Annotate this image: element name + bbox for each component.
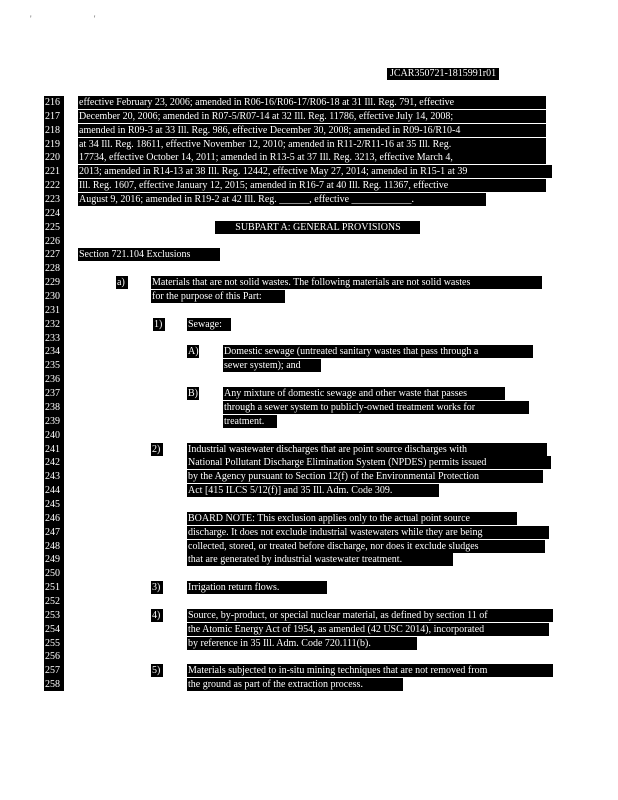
item-line: Domestic sewage (untreated sanitary wastes that pass through a <box>223 345 533 358</box>
line-number: 233 <box>45 333 60 344</box>
line-number: 248 <box>45 541 60 552</box>
line-number: 229 <box>45 277 60 288</box>
line-number: 226 <box>45 236 60 247</box>
item-label: B) <box>188 388 198 399</box>
line-number: 245 <box>45 499 60 510</box>
item-line: through a sewer system to publicly-owned treatment works for <box>223 401 529 414</box>
line-number: 258 <box>45 679 60 690</box>
line-number: 257 <box>45 665 60 676</box>
item-line: Any mixture of domestic sewage and other waste that passes <box>223 387 505 400</box>
line-number: 243 <box>45 471 60 482</box>
line-number: 244 <box>45 485 60 496</box>
line-number: 235 <box>45 360 60 371</box>
item-label: 4) <box>151 609 163 622</box>
line-number: 255 <box>45 638 60 649</box>
line-number: 219 <box>45 139 60 150</box>
line-number: 227 <box>45 249 60 260</box>
line-number: 252 <box>45 596 60 607</box>
item-label: 3) <box>151 581 163 594</box>
line-number: 246 <box>45 513 60 524</box>
line-number: 217 <box>45 111 60 122</box>
item-label: 1) <box>153 318 165 331</box>
line-number: 232 <box>45 319 60 330</box>
preamble-line: 2013; amended in R14-13 at 38 Ill. Reg. 12442, effective May 27, 2014; amended in R15-1 at 39 <box>78 165 552 178</box>
line-number: 238 <box>45 402 60 413</box>
item-line: by reference in 35 Ill. Adm. Code 720.111(b). <box>187 637 417 650</box>
line-number: 247 <box>45 527 60 538</box>
line-number: 242 <box>45 457 60 468</box>
line-number: 239 <box>45 416 60 427</box>
line-number: 253 <box>45 610 60 621</box>
line-number: 221 <box>45 166 60 177</box>
item-label: 2) <box>151 443 163 456</box>
preamble-line: effective February 23, 2006; amended in R06-16/R06-17/R06-18 at 31 Ill. Reg. 791, effective <box>78 96 546 109</box>
item-line: National Pollutant Discharge Elimination System (NPDES) permits issued <box>187 456 551 469</box>
item-line: the ground as part of the extraction process. <box>187 678 403 691</box>
line-number: 224 <box>45 208 60 219</box>
item-line: Source, by-product, or special nuclear material, as defined by section 11 of <box>187 609 553 622</box>
line-number: 256 <box>45 651 60 662</box>
line-number: 237 <box>45 388 60 399</box>
paragraph-label: a) <box>116 276 128 289</box>
line-number: 251 <box>45 582 60 593</box>
line-number: 240 <box>45 430 60 441</box>
line-number: 254 <box>45 624 60 635</box>
item-line: collected, stored, or treated before discharge, nor does it exclude sludges <box>187 540 545 553</box>
item-line: treatment. <box>223 415 277 428</box>
item-line: that are generated by industrial wastewater treatment. <box>187 553 453 566</box>
item-line: sewer system); and <box>223 359 321 372</box>
line-number: 250 <box>45 568 60 579</box>
item-label: A) <box>188 346 199 357</box>
section-heading: Section 721.104 Exclusions <box>78 248 220 261</box>
line-number: 228 <box>45 263 60 274</box>
item-line: Irrigation return flows. <box>187 581 327 594</box>
preamble-line: December 20, 2006; amended in R07-5/R07-14 at 32 Ill. Reg. 11786, effective July 14, 2008; <box>78 110 546 123</box>
item-line: Industrial wastewater discharges that are point source discharges with <box>187 443 547 456</box>
line-number: 241 <box>45 444 60 455</box>
line-number: 223 <box>45 194 60 205</box>
line-number: 231 <box>45 305 60 316</box>
preamble-line: 17734, effective October 14, 2011; amended in R13-5 at 37 Ill. Reg. 3213, effective March 4, <box>78 151 546 164</box>
subpart-heading: SUBPART A: GENERAL PROVISIONS <box>215 221 420 234</box>
line-number: 249 <box>45 554 60 565</box>
item-line: discharge. It does not exclude industrial wastewaters while they are being <box>187 526 549 539</box>
line-number: 222 <box>45 180 60 191</box>
line-number: 218 <box>45 125 60 136</box>
item-line: BOARD NOTE: This exclusion applies only to the actual point source <box>187 512 517 525</box>
item-line: Act [415 ILCS 5/12(f)] and 35 Ill. Adm. Code 309. <box>187 484 439 497</box>
line-number: 220 <box>45 152 60 163</box>
document-code: JCAR350721-1815991r01 <box>387 68 499 80</box>
scan-specks: ' ' <box>30 14 126 24</box>
item-line: the Atomic Energy Act of 1954, as amended (42 USC 2014), incorporated <box>187 623 549 636</box>
preamble-line: amended in R09-3 at 33 Ill. Reg. 986, effective December 30, 2008; amended in R09-16/R10-4 <box>78 124 546 137</box>
line-number: 216 <box>45 97 60 108</box>
line-number: 234 <box>45 346 60 357</box>
preamble-line: at 34 Ill. Reg. 18611, effective November 12, 2010; amended in R11-2/R11-16 at 35 Ill. Reg. <box>78 138 546 151</box>
paragraph-line: Materials that are not solid wastes. The following materials are not solid wastes <box>151 276 542 289</box>
paragraph-line: for the purpose of this Part: <box>151 290 285 303</box>
item-label: 5) <box>151 664 163 677</box>
item-line: by the Agency pursuant to Section 12(f) of the Environmental Protection <box>187 470 543 483</box>
line-number: 225 <box>45 222 60 233</box>
item-line: Materials subjected to in-situ mining techniques that are not removed from <box>187 664 553 677</box>
preamble-line: August 9, 2016; amended in R19-2 at 42 Ill. Reg. ______, effective ____________. <box>78 193 486 206</box>
item-line: Sewage: <box>187 318 231 331</box>
line-number: 230 <box>45 291 60 302</box>
line-number: 236 <box>45 374 60 385</box>
preamble-line: Ill. Reg. 1607, effective January 12, 2015; amended in R16-7 at 40 Ill. Reg. 11367, effective <box>78 179 546 192</box>
